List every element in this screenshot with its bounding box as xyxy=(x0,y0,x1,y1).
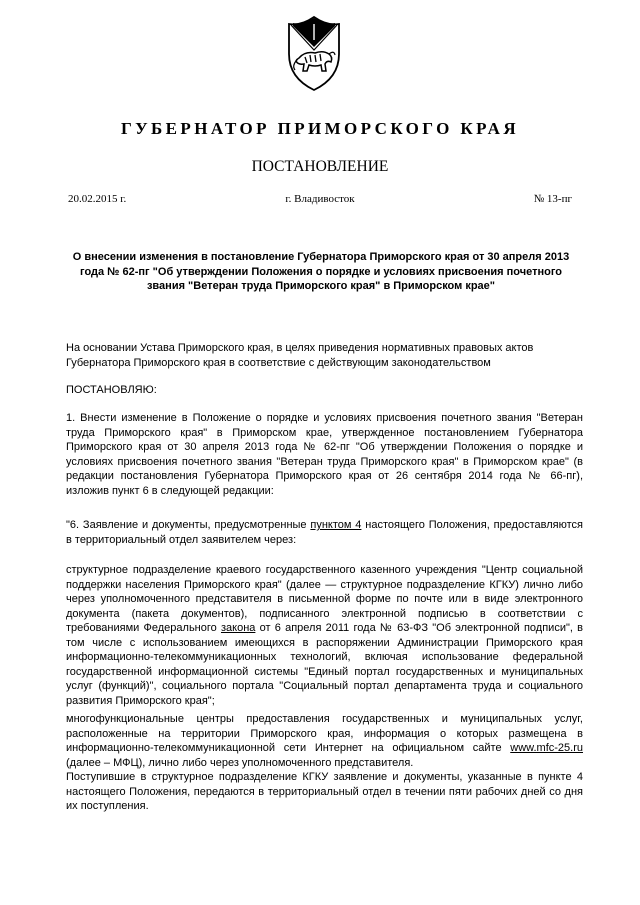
federal-law-link[interactable]: закона xyxy=(220,622,256,634)
mfc-site-link[interactable]: www.mfc-25.ru xyxy=(510,742,583,754)
item-6-text-end: настоящего Положения, предоставляются в территориальный отдел заявителем через: xyxy=(66,519,583,546)
document-city: г. Владивосток xyxy=(285,193,355,205)
struct-text-end: от 6 апреля 2011 года № 63-ФЗ "Об электронной подписи", в том числе с использованием имеющихся в распоряжении Администрации Приморского края информационно-телекоммуникационных технологий, включая использование федеральной государственной информационной системы "Единый портал государственных и муниципальных услуг (функций)", социального портала "Социальный портал департамента труда и социального развития Приморского края"; xyxy=(66,622,583,707)
document-type: ПОСТАНОВЛЕНИЕ xyxy=(251,158,389,175)
intro-paragraph: На основании Устава Приморского края, в целях приведения нормативных правовых актов Губернатора Приморского края в соответствие с действующим законодательством xyxy=(66,342,534,369)
item-1-paragraph: 1. Внести изменение в Положение о порядке и условиях присвоения почетного звания "Ветеран труда Приморского края" в Приморском крае, утвержденное постановлением Губернатора Приморского края от 30 апреля 2013 года № 62-пг "Об утверждении Положения о порядке и условиях присвоения почетного звания "Ветеран труда Приморского края" в Приморском крае" (в редакции постановления Губернатора Приморского края от 26 сентября 2014 года № 66-пг), изложив пункт 6 в следующей редакции: xyxy=(66,412,583,497)
coat-of-arms-icon xyxy=(279,10,349,94)
mfc-text-start: многофункциональные центры предоставления государственных и муниципальных услуг, расположенные на территории Приморского края, информация о которых размещена в информационно-телекоммуникационной сети Интернет на официальном сайте xyxy=(66,713,583,754)
mfc-text-end: (далее – МФЦ), лично либо через уполномоченного представителя. xyxy=(66,756,414,769)
governor-title: ГУБЕРНАТОР ПРИМОРСКОГО КРАЯ xyxy=(120,119,520,138)
document-date: 20.02.2015 г. xyxy=(68,193,127,205)
item-6-text-start: "6. Заявление и документы, предусмотренные xyxy=(66,519,311,531)
struct-text-start: структурное подразделение краевого государственного казенного учреждения "Центр социальной поддержки населения Приморского края" (далее — структурное подразделение КГКУ) лично либо через уполномоченного представителя в письменной форме по почте или в виде электронного документа (пакета документов), подписанного электронной подписью в соответствии с требованиями Федерального xyxy=(66,564,583,634)
mfc-paragraph xyxy=(66,712,583,770)
item-6-paragraph xyxy=(66,518,583,547)
struct-unit-paragraph xyxy=(66,563,583,708)
document-heading: О внесении изменения в постановление Губернатора Приморского края от 30 апреля 2013 года № 62-пг "Об утверждении Положения о порядке и условиях присвоения почетного звания "Ветеран труда Приморского края" в Приморском крае" xyxy=(72,251,570,292)
decree-word: ПОСТАНОВЛЯЮ: xyxy=(66,384,157,396)
document-number: № 13-пг xyxy=(533,193,572,205)
forwarding-paragraph: Поступившие в структурное подразделение КГКУ заявление и документы, указанные в пункте 4 настоящего Положения, передаются в территориальный отдел в течении пяти рабочих дней со дня их поступления. xyxy=(66,771,583,812)
item-4-link[interactable]: пунктом 4 xyxy=(310,519,362,531)
